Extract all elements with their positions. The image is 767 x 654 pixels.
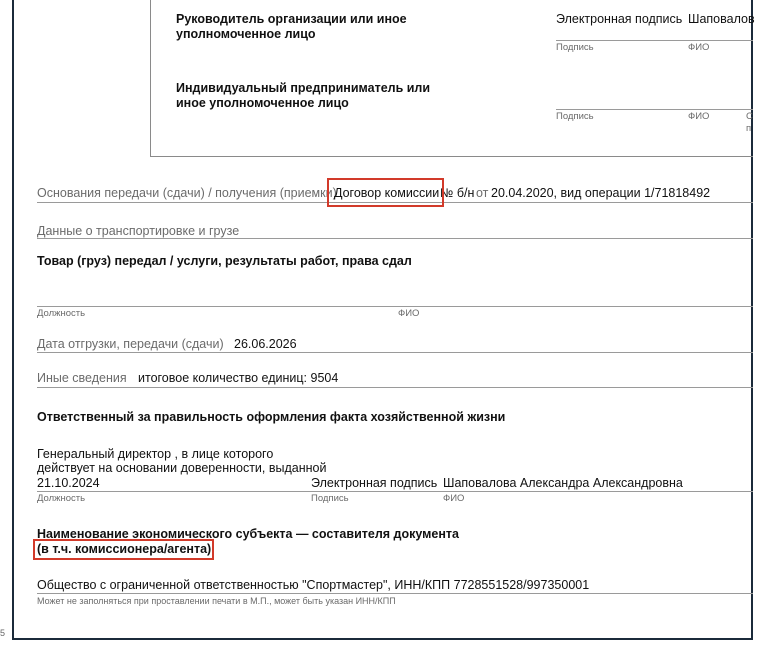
basis-label: Основания передачи (сдачи) / получения (приемки) [37, 186, 337, 200]
basis-from-word: от [476, 186, 489, 200]
handover-position-caption: Должность [37, 308, 86, 319]
handover-title: Товар (груз) передал / услуги, результаты работ, права сдал [37, 254, 412, 268]
basis-doc-number: № б/н [440, 186, 475, 200]
signatory-box-left-border [150, 0, 151, 156]
other-info-label: Иные сведения [37, 371, 127, 385]
basis-doc-name: Договор комиссии [334, 186, 440, 200]
responsible-title: Ответственный за правильность оформления факта хозяйственной жизни [37, 410, 506, 424]
shipment-date-value: 26.06.2026 [234, 337, 297, 351]
shipment-date-label: Дата отгрузки, передачи (сдачи) [37, 337, 224, 351]
ip-sign-underline [556, 109, 753, 110]
composer-title-highlight [33, 539, 214, 560]
other-info-value: итоговое количество единиц: 9504 [138, 371, 339, 385]
basis-rest: 20.04.2020, вид операции 1/71818492 [491, 186, 711, 200]
responsible-position-line1: Генеральный директор , в лице которого [37, 447, 274, 461]
handover-fio-caption: ФИО [398, 308, 420, 319]
ip-sign-caption: Подпись [556, 111, 594, 122]
ip-title-line2: иное уполномоченное лицо [176, 96, 349, 110]
ip-extra-caption-2: п [746, 123, 752, 134]
signatory-box-bottom-border [150, 156, 753, 157]
responsible-fio-caption: ФИО [443, 493, 465, 504]
transport-label: Данные о транспортировке и грузе [37, 224, 240, 238]
head-name-value: Шаповалов [688, 12, 755, 26]
head-signatory-title-line1: Руководитель организации или иное [176, 12, 407, 26]
composer-note: Может не заполняться при проставлении печати в М.П., может быть указан ИНН/КПП [37, 596, 396, 606]
responsible-position-caption: Должность [37, 493, 86, 504]
ip-fio-caption: ФИО [688, 111, 710, 122]
head-sign-value: Электронная подпись [556, 12, 683, 26]
composer-title-line2: (в т.ч. комиссионера/агента) [37, 542, 212, 556]
responsible-underline [37, 491, 753, 492]
responsible-position-line3: 21.10.2024 [37, 476, 100, 490]
page-edge-mark: 5 [0, 628, 6, 638]
basis-doc-highlight [327, 178, 444, 207]
transport-underline [37, 238, 753, 239]
composer-underline [37, 593, 753, 594]
ip-extra-caption-1: С [746, 111, 753, 122]
head-signatory-title-line2: уполномоченное лицо [176, 27, 316, 41]
head-sign-caption: Подпись [556, 42, 594, 53]
other-info-underline [37, 387, 753, 388]
ip-title-line1: Индивидуальный предприниматель или [176, 81, 431, 95]
composer-value: Общество с ограниченной ответственностью "Спортмастер", ИНН/КПП 7728551528/997350001 [37, 578, 590, 592]
head-sign-underline [556, 40, 753, 41]
responsible-position-line2: действует на основании доверенности, выданной [37, 461, 327, 475]
composer-title-line1: Наименование экономического субъекта — составителя документа [37, 527, 459, 541]
shipment-date-underline [37, 352, 753, 353]
responsible-sign-value: Электронная подпись [311, 476, 438, 490]
head-fio-caption: ФИО [688, 42, 710, 53]
responsible-sign-caption: Подпись [311, 493, 349, 504]
handover-underline [37, 306, 753, 307]
responsible-name-value: Шаповалова Александра Александровна [443, 476, 683, 490]
